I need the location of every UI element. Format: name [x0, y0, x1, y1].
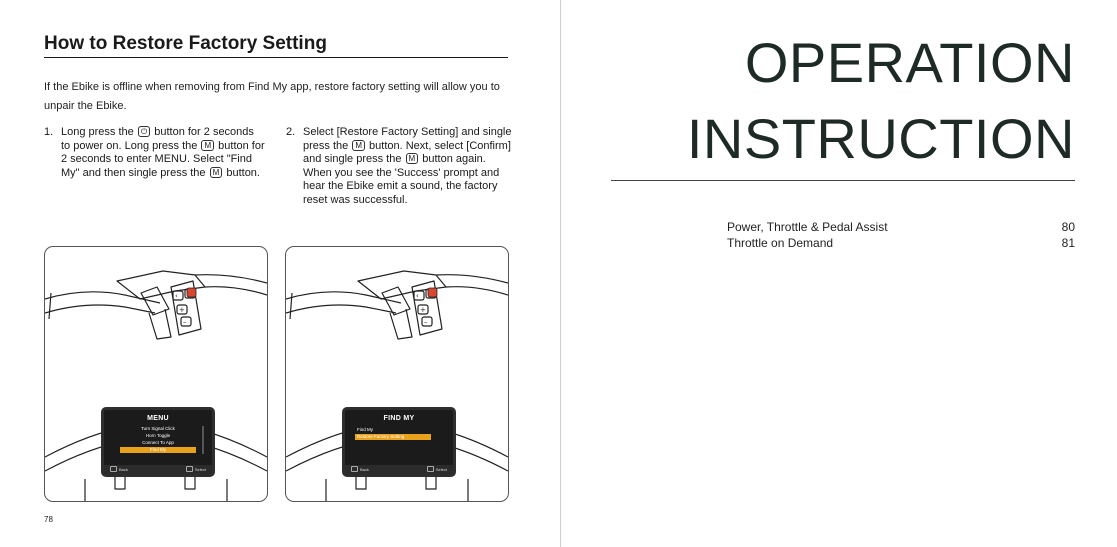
display-screen — [342, 407, 456, 477]
toc-page: 81 — [1061, 236, 1075, 250]
step-number: 1. — [44, 126, 54, 138]
handlebar-illustration-menu — [44, 246, 268, 502]
step-text — [303, 126, 513, 207]
menu-item: Turn Signal Click — [141, 426, 175, 431]
menu-item: Find My — [357, 427, 374, 432]
intro-paragraph: If the Ebike is offline when removing from Find My app, restore factory setting will allow you to unpair the Ebike. — [44, 81, 500, 112]
power-button-icon: ⏻ — [138, 126, 150, 137]
back-hint — [351, 466, 369, 472]
step-text-part: button. Next, select [Confirm] and single press the — [303, 139, 511, 165]
svg-text:–: – — [183, 318, 187, 326]
toc-label: Power, Throttle & Pedal Assist — [727, 220, 888, 234]
handlebar-illustration-find-my — [285, 246, 509, 502]
m-key-icon — [427, 466, 434, 472]
step-text-part: Select [Restore Factory Setting] and single press the — [303, 126, 512, 152]
screen-title: MENU — [147, 415, 169, 422]
step-text-part: Long press the — [61, 126, 134, 138]
step-text-part: button again. When you see the 'Success' prompt and hear the Ebike emit a sound, the factory reset was successful. — [303, 153, 500, 206]
svg-text:–: – — [424, 318, 428, 326]
select-hint — [186, 466, 206, 472]
heading-underline — [44, 57, 508, 58]
chapter-title-line-1: OPERATION — [744, 31, 1075, 94]
title-rule — [611, 180, 1075, 181]
m-key-icon — [186, 466, 193, 472]
m-button-icon: M — [201, 140, 214, 151]
select-label: Select — [194, 467, 206, 472]
step-number: 2. — [286, 126, 296, 138]
step-text-part: button for 2 seconds to power on. Long press the — [61, 126, 254, 152]
chapter-title-line-2: INSTRUCTION — [686, 107, 1075, 170]
right-page — [561, 0, 1117, 547]
menu-item: Horn Toggle — [145, 433, 171, 438]
svg-text:+: + — [179, 306, 185, 314]
menu-item: Connect To App — [142, 440, 174, 445]
menu-item-selected: Restore Factory Setting — [355, 434, 431, 440]
svg-text:‹: ‹ — [175, 292, 178, 300]
step-text-part: button for 2 seconds to enter MENU. Select "Find My" and then single press the — [61, 139, 265, 179]
step-text-part: button. — [226, 166, 260, 179]
step-text — [61, 126, 266, 180]
m-button-icon: M — [406, 153, 419, 164]
back-label: Back — [360, 467, 369, 472]
back-hint — [110, 466, 128, 472]
m-button-icon: M — [352, 140, 365, 151]
section-heading: How to Restore Factory Setting — [44, 33, 327, 54]
screen-title: FIND MY — [383, 415, 415, 422]
svg-text:+: + — [420, 306, 426, 314]
back-key-icon — [351, 466, 358, 472]
display-screen — [101, 407, 215, 477]
back-key-icon — [110, 466, 117, 472]
back-label: Back — [119, 467, 128, 472]
page-number: 78 — [44, 515, 53, 524]
select-label: Select — [435, 467, 447, 472]
m-button-icon: M — [210, 167, 223, 178]
toc-label: Throttle on Demand — [727, 236, 834, 250]
toc-page: 80 — [1061, 220, 1075, 234]
scrollbar — [202, 426, 204, 454]
svg-text:‹: ‹ — [416, 292, 419, 300]
menu-item-selected: Find My — [120, 447, 196, 453]
select-hint — [427, 466, 447, 472]
